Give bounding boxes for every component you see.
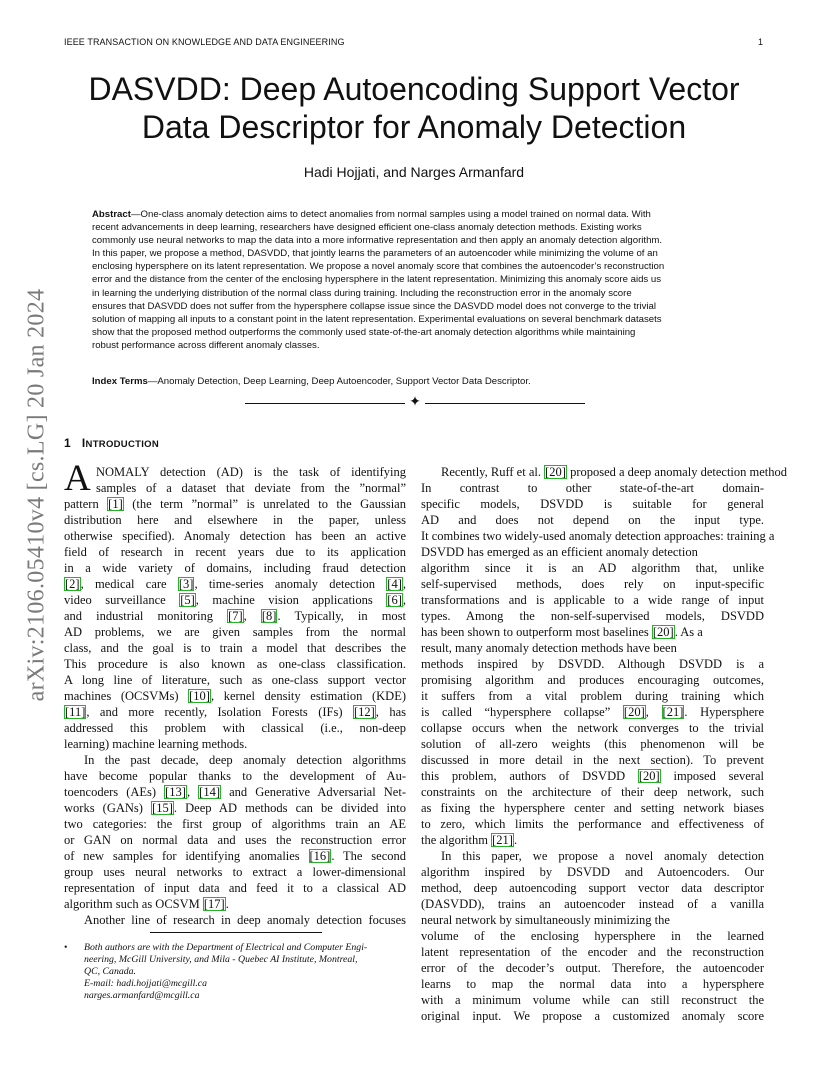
text-line: two categories: the first group of algorithms train an AE — [64, 817, 406, 831]
footnote-line: Both authors are with the Department of Electrical and Computer Engi- — [84, 942, 368, 953]
text-line: In the past decade, deep anomaly detection algorithms — [84, 753, 406, 767]
text-line: types. Among the non-self-supervised models, DSVDD — [421, 609, 764, 623]
abstract-line — [92, 326, 738, 339]
text-line: toencoders (AEs) [13], [14] and Generative Adversarial Net- — [64, 785, 406, 799]
abstract-line-text: In this paper, we propose a method, DASVDD, that jointly learns the parameters of an autoencoder while minimizing the volume of an — [92, 248, 658, 260]
left-column — [64, 458, 407, 928]
abstract — [92, 208, 738, 352]
title-line: DASVDD: Deep Autoencoding Support Vector — [88, 71, 740, 107]
footnote-line: neering, McGill University, and Mila - Quebec AI Institute, Montreal, — [84, 954, 358, 965]
running-header: IEEE TRANSACTION ON KNOWLEDGE AND DATA ENGINEERING — [64, 37, 345, 47]
text-line: and industrial monitoring [7], [8]. Typically, in most — [64, 609, 407, 623]
text-line: works (GANs) [15]. Deep AD methods can be divided into — [64, 801, 406, 815]
section-heading — [64, 436, 159, 450]
index-terms-label: Index Terms — [92, 376, 148, 387]
footnote-line: E-mail: hadi.hojjati@mcgill.ca — [84, 978, 208, 989]
citation-link[interactable]: [11] — [65, 705, 86, 719]
abstract-line — [92, 208, 738, 221]
footnote-body — [64, 942, 406, 1002]
right-column — [421, 464, 788, 1024]
abstract-line-text: error and the distance from the center of the enclosing hypersphere in the latent representation. Minimizing this anomaly score aids us — [92, 274, 662, 286]
citation-link[interactable]: [4] — [387, 577, 402, 591]
index-terms — [92, 376, 738, 387]
citation-link[interactable]: [20] — [623, 705, 645, 719]
abstract-line-text: enclosing hypersphere on its latent representation. We propose a novel anomaly score that combines the autoencoder’s reconstruction — [92, 261, 665, 273]
text-line: (DASVDD), trains an autoencoder instead of a vanilla — [421, 897, 764, 911]
text-line: machines (OCSVMs) [10], kernel density estimation (KDE) — [64, 689, 406, 703]
divider-star-icon: ✦ — [409, 395, 421, 410]
text-line: method, deep autoencoding support vector data descriptor — [421, 881, 764, 895]
text-line: latent representation of the encoder and the reconstruction — [421, 945, 764, 959]
citation-link[interactable]: [20] — [545, 465, 566, 479]
text-line: A long line of literature, such as one-class support vector — [64, 673, 406, 687]
citation-link[interactable]: [20] — [652, 625, 674, 639]
text-line: video surveillance [5], machine vision applications [6], — [64, 593, 406, 607]
text-line: Recently, Ruff et al. [20] proposed a deep anomaly detection method — [441, 465, 788, 479]
text-line: solution of all-zero weights (this phenomenon will be — [421, 737, 764, 751]
text-line: discussed in more detail in the next section). To prevent — [421, 753, 764, 767]
citation-link[interactable]: [3] — [178, 577, 194, 591]
abstract-line-text: in learning the underlying distribution of the normal class during training. Including the reconstruction error in the anomaly score — [92, 287, 632, 299]
text-line: class, and the goal is to train a model that describes the — [64, 641, 406, 655]
abstract-line-text: robust performance across different anomaly classes. — [92, 339, 320, 351]
text-line: algorithm since it is an AD algorithm that, unlike — [421, 561, 764, 575]
text-line: collapse occurs when the network converges to the trivial — [421, 721, 764, 735]
text-line: DSVDD has emerged as an efficient anomaly detection — [421, 545, 698, 559]
section-number: 1 — [64, 436, 71, 450]
abstract-line — [92, 313, 738, 326]
text-line: this problem, authors of DSVDD [20] imposed several — [421, 769, 764, 783]
text-line: representation of input data and feed it to a classical AD — [64, 881, 406, 895]
arxiv-stamp — [17, 290, 57, 700]
text-line: [2], medical care [3], time-series anomaly detection [4], — [65, 577, 406, 591]
text-line: [11], and more recently, Isolation Forests (IFs) [12], has — [65, 705, 406, 719]
footnote-rule — [150, 932, 322, 933]
footnote-bullet: • — [64, 942, 68, 953]
footnote-line: QC, Canada. — [84, 966, 136, 977]
abstract-line-text: solution of mapping all inputs to a constant point in the latent representation. Experimental evaluations on several benchmark datasets — [92, 313, 662, 325]
text-line: is called “hypersphere collapse” [20], [21]. Hypersphere — [421, 705, 764, 719]
footnote-line: narges.armanfard@mcgill.ca — [84, 990, 200, 1001]
text-line: otherwise specified). Anomaly detection has been an active — [64, 529, 406, 543]
citation-link[interactable]: [21] — [662, 705, 684, 719]
text-line: specific models, DSVDD is suitable for general — [421, 497, 764, 511]
text-line: has been shown to outperform most baselines [20]. As a — [421, 625, 703, 639]
page-number: 1 — [758, 37, 764, 47]
section-divider — [245, 395, 585, 410]
text-line: pattern [1] (the term ”normal” is unrelated to the Gaussian — [64, 497, 406, 511]
text-line: samples of a dataset that deviate from the ”normal” — [96, 481, 406, 495]
text-line: addressed this problem with classical (i.e., non-deep — [64, 721, 406, 735]
text-line: the algorithm [21]. — [421, 833, 518, 847]
abstract-line — [92, 273, 738, 286]
text-line: learning) machine learning methods. — [64, 737, 248, 751]
text-line: as fixing the hypersphere center and setting network biases — [421, 801, 764, 815]
text-line: to zero, which limits the performance and effectiveness of — [421, 817, 764, 831]
section-title-rest: NTRODUCTION — [85, 439, 160, 450]
text-line: distribution here and elsewhere in the paper, unless — [64, 513, 406, 527]
title-line: Data Descriptor for Anomaly Detection — [141, 109, 687, 145]
text-line: original input. We propose a customized anomaly score — [421, 1009, 764, 1023]
citation-link[interactable]: [8] — [261, 609, 277, 623]
text-line: of new samples for identifying anomalies [16]. The second — [64, 849, 406, 863]
authors: Hadi Hojjati, and Narges Armanfard — [303, 164, 525, 180]
abstract-line-text: ensures that DASVDD does not suffer from the hypersphere collapse issue since the DASVDD model does not converge to the trivial — [92, 300, 657, 312]
abstract-line-text: show that the proposed method outperforms the commonly used state-of-the-art anomaly detection algorithms while maintaining — [92, 326, 636, 338]
text-line: This procedure is also known as one-class classification. — [64, 657, 406, 671]
text-line: with a minimum volume while can still reconstruct the — [421, 993, 764, 1007]
text-line: constraints on the architecture of their deep network, such — [421, 785, 764, 799]
abstract-line — [92, 260, 738, 273]
citation-link[interactable]: [2] — [65, 577, 80, 591]
abstract-line — [92, 221, 738, 234]
citation-link[interactable]: [10] — [189, 689, 210, 703]
abstract-line — [92, 247, 738, 260]
abstract-line-text: commonly use neural networks to map the data into a more informative representation and then apply an anomaly detection algorithm. — [92, 235, 663, 247]
citation-link[interactable]: [16] — [309, 849, 331, 863]
index-terms-text: —Anomaly Detection, Deep Learning, Deep Autoencoder, Support Vector Data Descriptor. — [147, 376, 531, 387]
abstract-line — [92, 234, 738, 247]
abstract-line-text: recent advancements in deep learning, researchers have designed efficient one-class anomaly detection methods. Existing works — [92, 222, 642, 234]
text-line: result, many anomaly detection methods have been — [421, 641, 677, 655]
text-line: algorithm inspired by DSVDD and Autoencoders. Our — [421, 865, 764, 879]
abstract-line — [92, 287, 738, 300]
text-line: Another line of research in deep anomaly detection focuses — [84, 913, 406, 927]
text-line: methods inspired by DSVDD. Although DSVDD is a — [421, 657, 764, 671]
text-line: volume of the enclosing hypersphere in the learned — [421, 929, 764, 943]
citation-link[interactable]: [17] — [203, 897, 225, 911]
text-line: self-supervised methods, does rely on input-specific — [421, 577, 764, 591]
dropcap: A — [64, 458, 91, 499]
citation-link[interactable]: [15] — [152, 801, 173, 815]
citation-link[interactable]: [21] — [492, 833, 513, 847]
text-line: neural network by simultaneously minimizing the — [421, 913, 670, 927]
text-line: group uses neural networks to extract a lower-dimensional — [64, 865, 406, 879]
section-title-initial: I — [81, 436, 86, 450]
abstract-line — [92, 300, 738, 313]
text-line: In this paper, we propose a novel anomaly detection — [441, 849, 764, 863]
citation-link[interactable]: [20] — [638, 769, 660, 783]
footnote — [64, 942, 406, 1002]
citation-link[interactable]: [14] — [199, 785, 220, 799]
abstract-line — [92, 339, 738, 352]
text-line: have become popular thanks to the development of Au- — [64, 769, 406, 783]
citation-link[interactable]: [5] — [180, 593, 195, 607]
text-line: in a wide variety of domains, including fraud detection — [64, 561, 406, 575]
abstract-line-text: —One-class anomaly detection aims to detect anomalies from normal samples using a model trained on normal data. With — [130, 209, 651, 220]
text-line: NOMALY detection (AD) is the task of identifying — [96, 465, 406, 479]
paper-title — [60, 70, 768, 146]
citation-link[interactable]: [1] — [108, 497, 123, 511]
text-line: promising algorithm and produces encouraging outcomes, — [421, 673, 764, 687]
citation-link[interactable]: [12] — [353, 705, 375, 719]
text-line: field of research in recent years due to its application — [64, 545, 406, 559]
text-line: It combines two widely-used anomaly detection approaches: training a — [421, 529, 775, 543]
text-line: error of the decoder’s output. Therefore, the autoencoder — [421, 961, 764, 975]
citation-link[interactable]: [7] — [228, 609, 243, 623]
text-line: learns to map the normal data into a hypersphere — [421, 977, 764, 991]
text-line: transformations and is applicable to a wide range of input — [421, 593, 764, 607]
divider-line — [425, 403, 585, 404]
citation-link[interactable]: [6] — [387, 593, 402, 607]
text-line: it suffers from a vital problem during training which — [421, 689, 764, 703]
divider-line — [245, 403, 405, 404]
citation-link[interactable]: [13] — [165, 785, 186, 799]
text-line: algorithm such as OCSVM [17]. — [64, 897, 229, 911]
arxiv-stamp-text: arXiv:2106.05410v4 [cs.LG] 20 Jan 2024 — [23, 288, 50, 702]
text-line: AD problems, we are given samples from the normal — [64, 625, 406, 639]
text-line: or GAN on normal data and uses the reconstruction error — [64, 833, 406, 847]
text-line: In contrast to other state-of-the-art domain- — [421, 481, 764, 495]
abstract-label: Abstract — [92, 209, 131, 220]
text-line: AD and does not depend on the input type. — [421, 513, 764, 527]
